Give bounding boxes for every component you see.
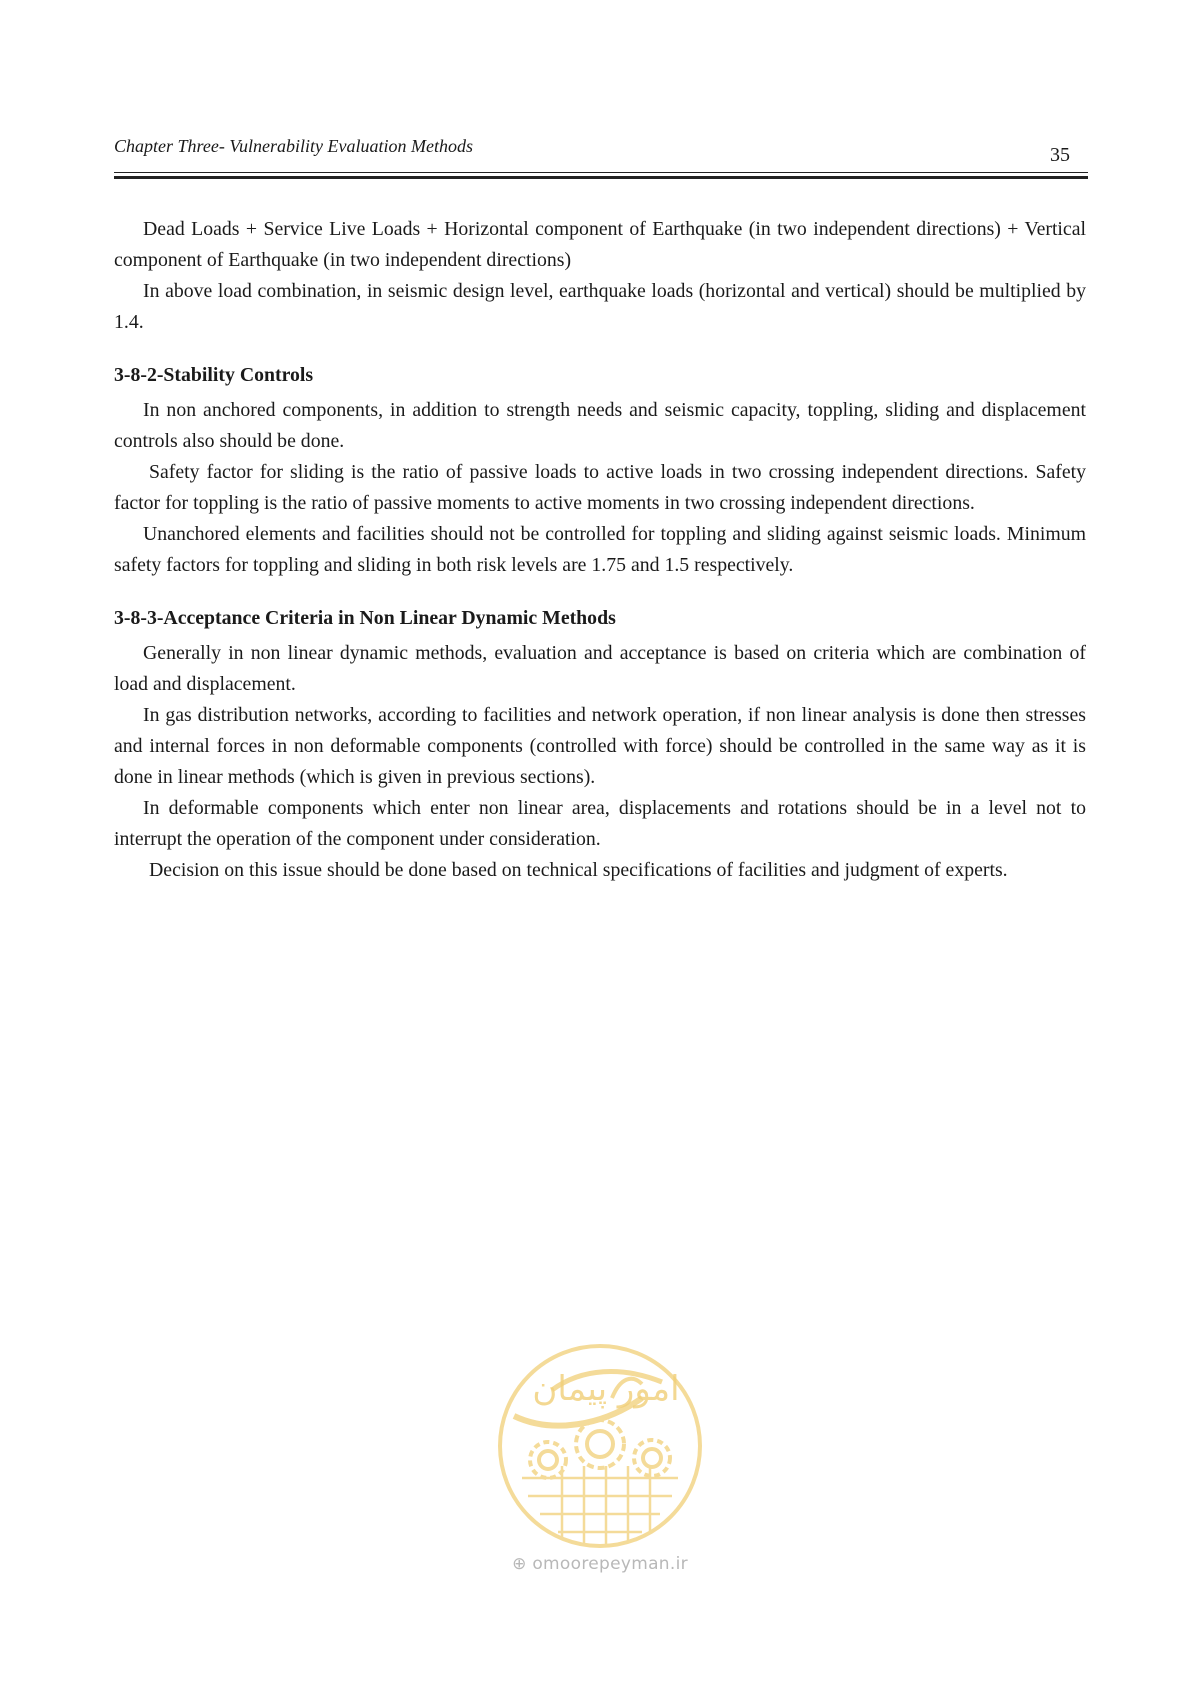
paragraph: Unanchored elements and facilities should not be controlled for toppling and sliding against seismic loads. Minimum safety factors for toppling and sliding in both risk levels are 1.75 and 1.5 respectively. xyxy=(114,523,1086,576)
page-number: 35 xyxy=(1050,144,1070,166)
paragraph-load-combination: Dead Loads + Service Live Loads + Horizontal component of Earthquake (in two independent directions) + Vertical component of Earthquake (in two independent directions) xyxy=(114,218,1086,271)
watermark-site-text: omoorepeyman.ir xyxy=(532,1554,688,1574)
watermark-seal xyxy=(492,1338,708,1554)
page-body xyxy=(114,214,1086,886)
header-rule-thin xyxy=(114,172,1088,173)
paragraph: Generally in non linear dynamic methods, evaluation and acceptance is based on criteria which are combination of load and displacement. xyxy=(114,642,1086,695)
paragraph: In non anchored components, in addition to strength needs and seismic capacity, toppling, sliding and displacement controls also should be done. xyxy=(114,399,1086,452)
paragraph: In gas distribution networks, according to facilities and network operation, if non linear analysis is done then stresses and internal forces in non deformable components (controlled with force) should be controlled in the same way as it is done in linear methods (which is given in previous sections). xyxy=(114,704,1086,788)
paragraph-multiplier: In above load combination, in seismic design level, earthquake loads (horizontal and vertical) should be multiplied by 1.4. xyxy=(114,280,1086,333)
watermark-site xyxy=(492,1554,708,1574)
globe-icon: ⊕ xyxy=(512,1554,527,1574)
section-heading-stability: 3-8-2-Stability Controls xyxy=(114,364,314,386)
chapter-title: Chapter Three- Vulnerability Evaluation Methods xyxy=(114,136,473,156)
paragraph: In deformable components which enter non linear area, displacements and rotations should be in a level not to interrupt the operation of the component under consideration. xyxy=(114,797,1086,850)
header-rule-thick xyxy=(114,176,1088,179)
section-heading-acceptance: 3-8-3-Acceptance Criteria in Non Linear Dynamic Methods xyxy=(114,607,616,629)
page-header xyxy=(114,136,1086,176)
paragraph: Safety factor for sliding is the ratio of passive loads to active loads in two crossing independent directions. Safety factor for toppling is the ratio of passive moments to active moments in two crossing independent directions. xyxy=(114,461,1086,514)
watermark-logo-script: امور پیمان xyxy=(532,1369,680,1409)
paragraph: Decision on this issue should be done based on technical specifications of facilities and judgment of experts. xyxy=(149,859,1008,881)
watermark-logo xyxy=(492,1338,708,1574)
